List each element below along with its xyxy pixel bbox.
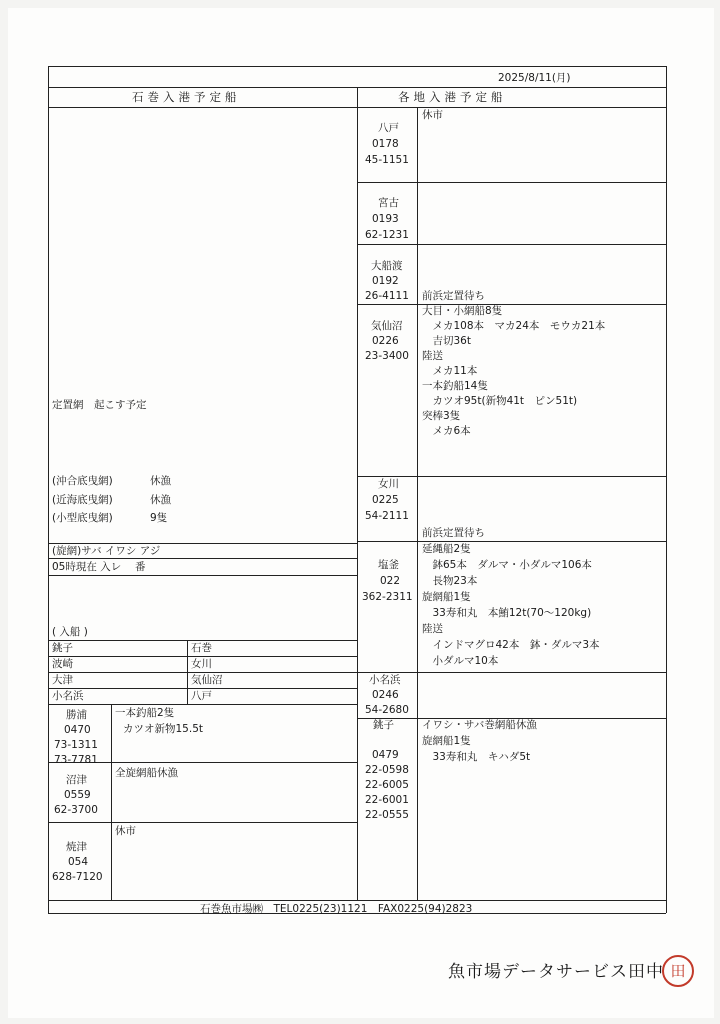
phone: 0192	[372, 275, 399, 287]
trawl-value: 休漁	[150, 494, 171, 506]
port-cell: 波崎	[52, 658, 73, 670]
port-name-ofunato: 大船渡	[371, 260, 403, 272]
sheet	[8, 8, 714, 1018]
port-cell: 大津	[52, 674, 73, 686]
port-cell: 小名浜	[52, 690, 84, 702]
port-name-onahama: 小名浜	[369, 674, 401, 686]
report-line: 前浜定置待ち	[422, 290, 485, 302]
frame-top	[48, 66, 666, 67]
seal-stamp: 田	[662, 955, 694, 987]
trawl-value: 休漁	[150, 475, 171, 487]
left-header: 石巻入港予定船	[132, 90, 241, 104]
purse-seine: (旋網)サバ イワシ アジ	[52, 545, 161, 557]
right-header: 各地入港予定船	[398, 90, 507, 104]
phone: 0226	[372, 335, 399, 347]
phone: 62-1231	[365, 229, 409, 241]
footer-contact: 石巻魚市場㈱ TEL0225(23)1121 FAX0225(94)2823	[200, 903, 473, 915]
trawl-name: (沖合底曳網)	[52, 475, 113, 487]
phone: 628-7120	[52, 871, 103, 883]
port-name-kesennuma: 気仙沼	[371, 320, 403, 332]
report-line: メカ6本	[422, 425, 471, 437]
phone: 22-6001	[365, 794, 409, 806]
report-line: 前浜定置待ち	[422, 527, 485, 539]
report-line: メカ11本	[422, 365, 478, 377]
phone: 54-2680	[365, 704, 409, 716]
report-line: 休市	[422, 109, 443, 121]
phone: 0225	[372, 494, 399, 506]
report-line: 陸送	[422, 623, 443, 635]
port-cell: 銚子	[52, 642, 73, 654]
port-name-yaizu: 焼津	[66, 841, 87, 853]
report-line: 33寿和丸 本鮪12t(70～120kg)	[422, 607, 592, 619]
report-line: 33寿和丸 キハダ5t	[422, 751, 531, 763]
arrivals-title: ( 入船 )	[52, 626, 88, 638]
report-line: 全旋網船休漁	[115, 767, 178, 779]
port-name-numazu: 沼津	[66, 774, 87, 786]
phone: 23-3400	[365, 350, 409, 362]
trawl-name: (小型底曳網)	[52, 512, 113, 524]
report-line: イワシ・サバ巻網船休漁	[422, 719, 537, 731]
trawl-name: (近海底曳網)	[52, 494, 113, 506]
row-line	[357, 244, 666, 245]
teichi-note: 定置網 起こす予定	[52, 399, 147, 411]
phone: 22-0555	[365, 809, 409, 821]
phone: 54-2111	[365, 510, 409, 522]
report-line: カツオ新物15.5t	[123, 723, 203, 735]
phone: 22-0598	[365, 764, 409, 776]
grid-divider	[187, 640, 188, 704]
port-name-hachinohe: 八戸	[378, 122, 399, 134]
report-line: 突棒3隻	[422, 410, 461, 422]
middle-divider	[357, 87, 358, 900]
date: 2025/8/11(月)	[498, 72, 571, 84]
report-line: 休市	[115, 825, 136, 837]
report-line: 旋網船1隻	[422, 735, 471, 747]
phone: 0178	[372, 138, 399, 150]
report-line: 旋網船1隻	[422, 591, 471, 603]
row-line	[357, 672, 666, 673]
port-cell: 女川	[191, 658, 212, 670]
phone: 45-1151	[365, 154, 409, 166]
port-name-onagawa: 女川	[378, 478, 399, 490]
row-line	[357, 304, 666, 305]
report-line: カツオ95t(新物41t ピン51t)	[422, 395, 578, 407]
phone: 0246	[372, 689, 399, 701]
report-line: 小ダルマ10本	[422, 655, 499, 667]
port-name-shiogama: 塩釜	[378, 559, 399, 571]
phone: 26-4111	[365, 290, 409, 302]
phone: 054	[68, 856, 89, 868]
port-cell: 八戸	[191, 690, 212, 702]
port-column-divider	[417, 107, 418, 900]
frame-right	[666, 66, 667, 913]
report-line: 延縄船2隻	[422, 543, 471, 555]
row-line	[48, 822, 357, 823]
report-line: 長物23本	[422, 575, 478, 587]
phone: 0470	[64, 724, 91, 736]
report-line: 大目・小網船8隻	[422, 305, 503, 317]
report-line: 一本釣船2隻	[115, 707, 175, 719]
port-name-miyako: 宮古	[378, 197, 399, 209]
row-line	[48, 704, 357, 705]
phone: 73-7781	[54, 754, 98, 766]
trawl-value: 9隻	[150, 512, 168, 524]
phone: 0479	[372, 749, 399, 761]
report-line: 吉切36t	[422, 335, 471, 347]
port-name-choshi: 銚子	[373, 719, 394, 731]
row-line	[48, 575, 357, 576]
port-cell: 石巻	[191, 642, 212, 654]
frame-left	[48, 66, 49, 913]
report-line: 一本釣船14隻	[422, 380, 488, 392]
report-line: メカ108本 マカ24本 モウカ21本	[422, 320, 606, 332]
port-name-katsuura: 勝浦	[66, 709, 87, 721]
footer-line	[48, 900, 666, 901]
row-line	[357, 476, 666, 477]
phone: 73-1311	[54, 739, 98, 751]
phone: 0193	[372, 213, 399, 225]
phone: 0559	[64, 789, 91, 801]
port-column-divider-left	[111, 704, 112, 900]
phone: 62-3700	[54, 804, 98, 816]
row-line	[357, 182, 666, 183]
phone: 362-2311	[362, 591, 413, 603]
signature: 魚市場データサービス田中	[448, 962, 664, 982]
phone: 22-6005	[365, 779, 409, 791]
phone: 022	[380, 575, 401, 587]
port-cell: 気仙沼	[191, 674, 223, 686]
time-note: 05時現在 入レ 番	[52, 561, 146, 573]
report-line: 鉢65本 ダルマ・小ダルマ106本	[422, 559, 592, 571]
report-line: インドマグロ42本 鉢・ダルマ3本	[422, 639, 600, 651]
report-line: 陸送	[422, 350, 443, 362]
row-line	[357, 541, 666, 542]
